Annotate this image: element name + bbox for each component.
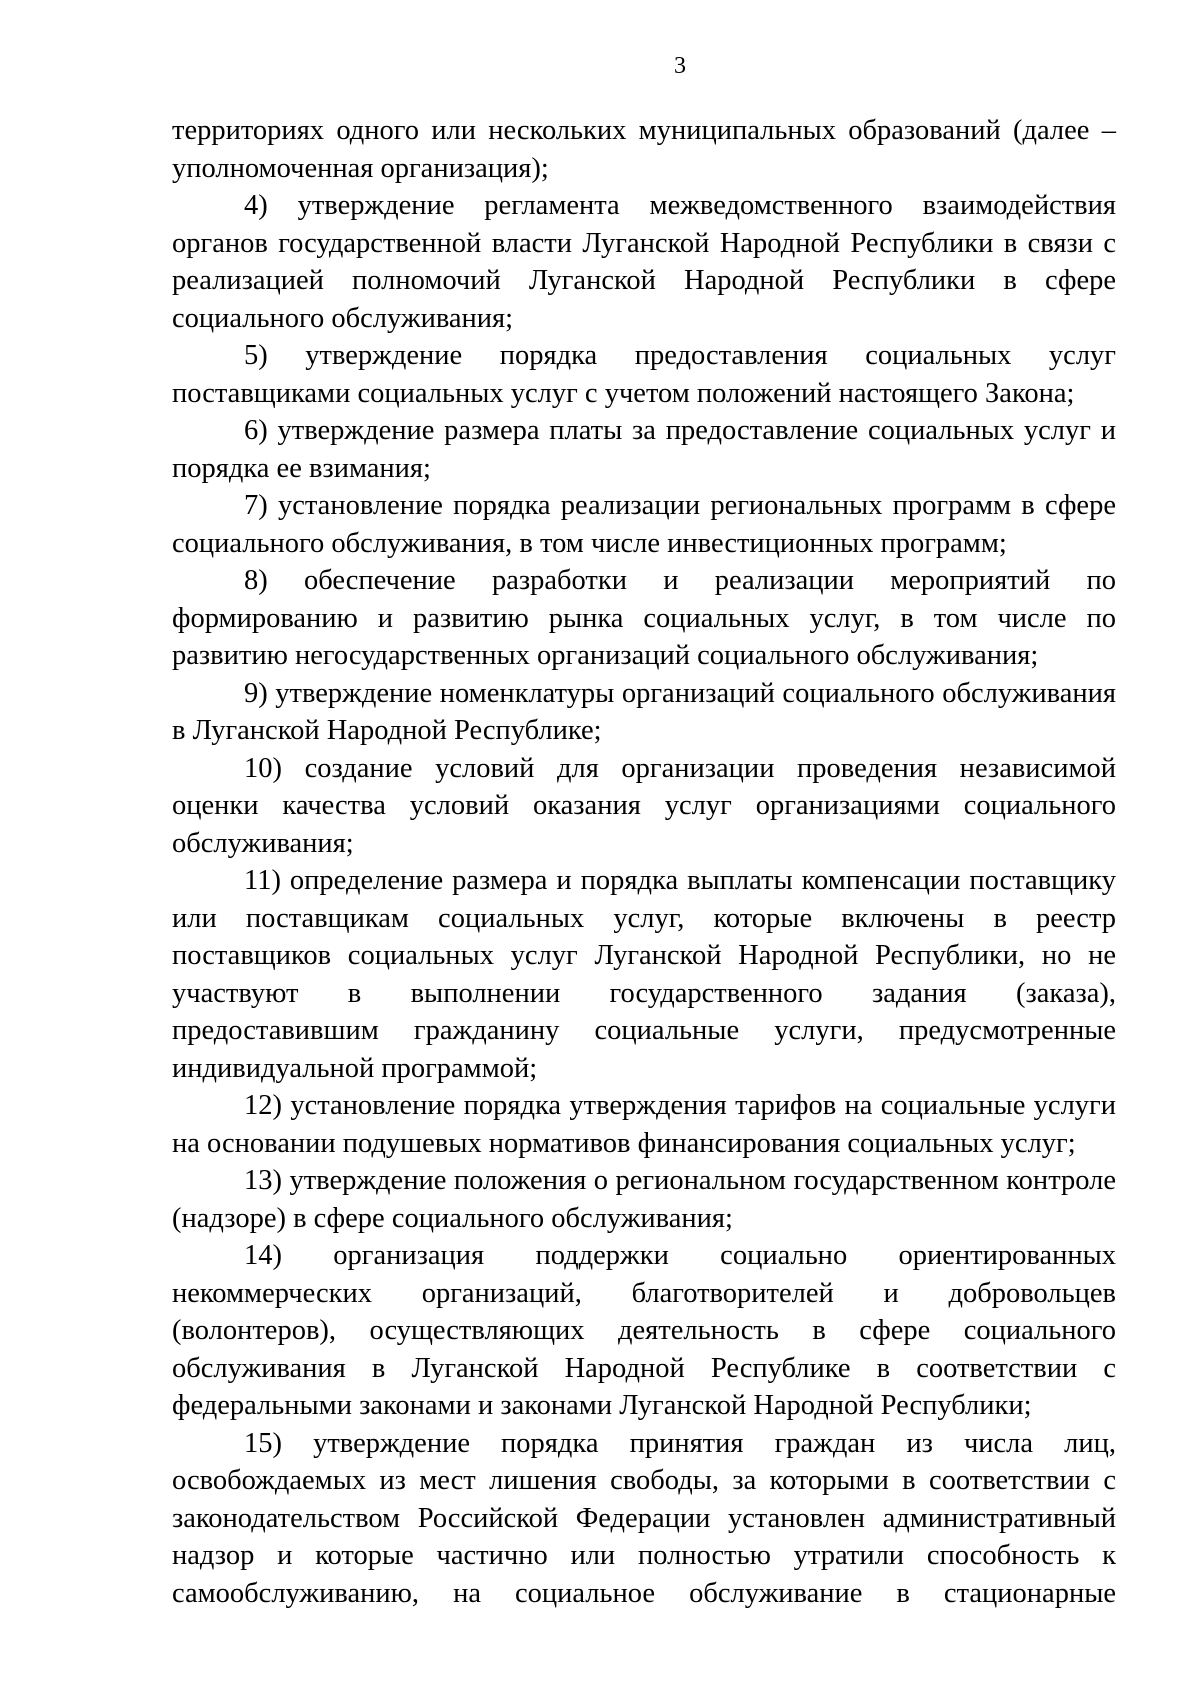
paragraph-item-4: 4) утверждение регламента межведомственного взаимодействия органов государственной власти Луганской Народной Республики в связи с реализацией полномочий Луганской Народной Республики в сфере социального обслуживания; <box>172 190 1116 334</box>
paragraph-item-9: 9) утверждение номенклатуры организаций социального обслуживания в Луганской Народной Республике; <box>172 677 1116 746</box>
paragraph-item-6: 6) утверждение размера платы за предоставление социальных услуг и порядка ее взимания; <box>172 415 1116 484</box>
paragraph-item-10: 10) создание условий для организации проведения независимой оценки качества условий оказания услуг организациями социального обслуживания; <box>172 752 1116 859</box>
paragraph-item-11: 11) определение размера и порядка выплаты компенсации поставщику или поставщикам социальных услуг, которые включены в реестр поставщиков социальных услуг Луганской Народной Республики, но не участвуют в выполнении государственного задания (заказа), предоставившим гражданину социальные услуги, предусмотренные индивидуальной программой; <box>172 865 1116 1084</box>
document-body <box>172 112 1116 1612</box>
paragraph-item-12: 12) установление порядка утверждения тарифов на социальные услуги на основании подушевых нормативов финансирования социальных услуг; <box>172 1090 1116 1159</box>
paragraph-item-8: 8) обеспечение разработки и реализации мероприятий по формированию и развитию рынка социальных услуг, в том числе по развитию негосударственных организаций социального обслуживания; <box>172 565 1116 671</box>
paragraph-item-14: 14) организация поддержки социально ориентированных некоммерческих организаций, благотворителей и добровольцев (волонтеров), осуществляющих деятельность в сфере социального обслуживания в Луганской Народной Республике в соответствии с федеральными законами и законами Луганской Народной Республики; <box>172 1240 1116 1421</box>
paragraph-item-5: 5) утверждение порядка предоставления социальных услуг поставщиками социальных услуг с учетом положений настоящего Закона; <box>172 340 1116 409</box>
paragraph-item-15: 15) утверждение порядка принятия граждан из числа лиц, освобождаемых из мест лишения свободы, за которыми в соответствии с законодательством Российской Федерации установлен административный надзор и которые частично или полностью утратили способность к самообслуживанию, на социальное обслуживание в стационарные <box>172 1427 1116 1609</box>
paragraph-item-13: 13) утверждение положения о региональном государственном контроле (надзоре) в сфере социального обслуживания; <box>172 1165 1116 1234</box>
paragraph-continuation: территориях одного или нескольких муниципальных образований (далее – уполномоченная организация); <box>172 115 1116 184</box>
paragraph-item-7: 7) установление порядка реализации региональных программ в сфере социального обслуживания, в том числе инвестиционных программ; <box>172 490 1116 559</box>
page-number: 3 <box>674 53 686 79</box>
